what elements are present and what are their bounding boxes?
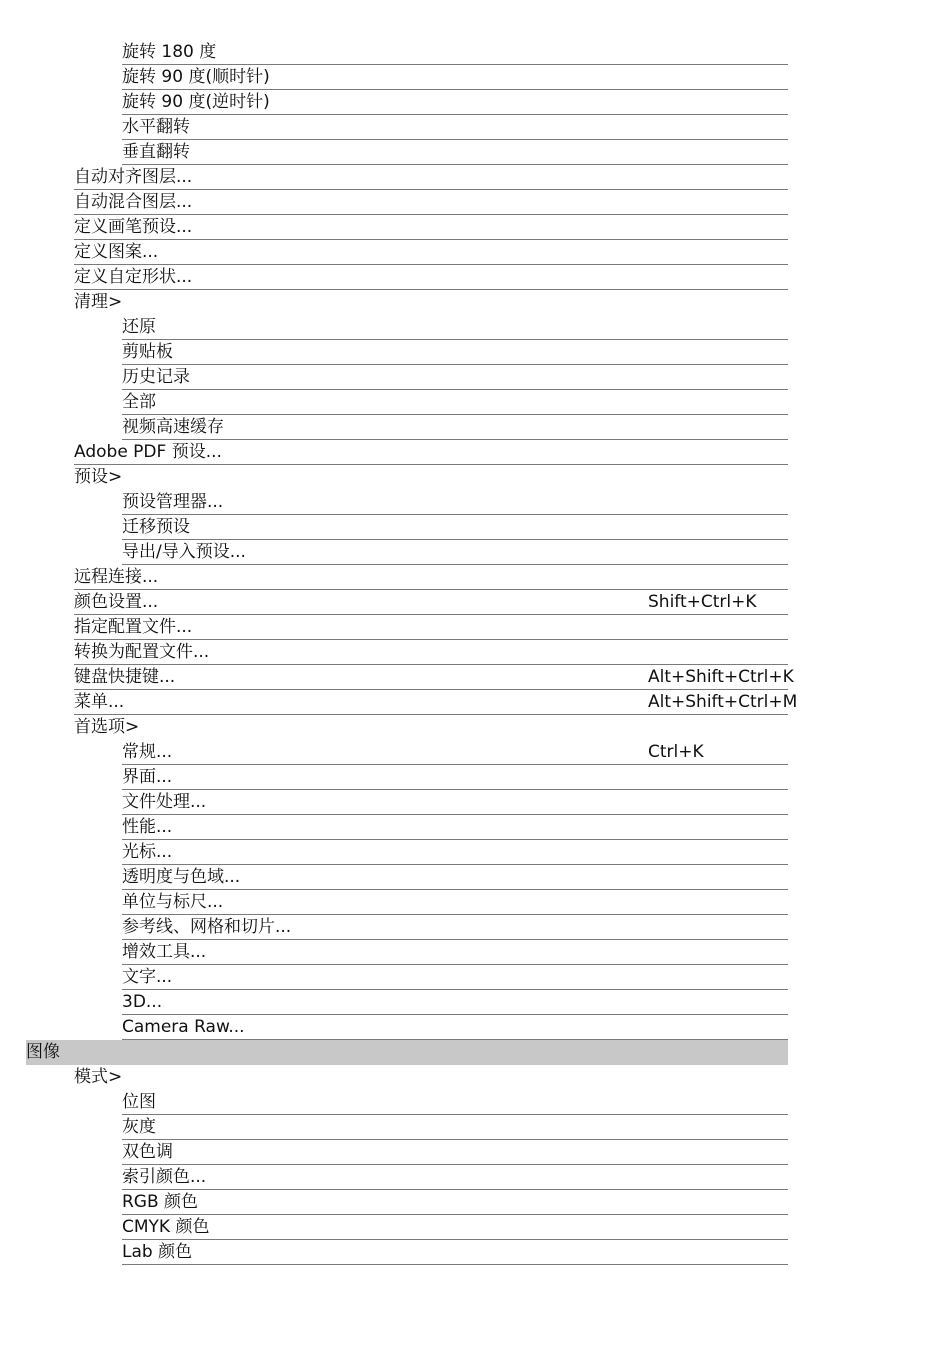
menu-item-row (74, 640, 788, 665)
menu-item-label: 性能... (122, 817, 173, 837)
menu-item-row (74, 565, 788, 590)
menu-item-label: 视频高速缓存 (122, 417, 224, 437)
menu-item-label: 自动混合图层... (74, 192, 193, 212)
keyboard-shortcut: Alt+Shift+Ctrl+M (648, 692, 798, 712)
menu-item-label: 增效工具... (122, 942, 207, 962)
menu-item-label: 全部 (122, 392, 156, 412)
menu-item-label: 远程连接... (74, 567, 159, 587)
menu-item-label: 垂直翻转 (122, 142, 190, 162)
menu-item-row (122, 1190, 788, 1215)
menu-item-label: Adobe PDF 预设... (74, 442, 222, 462)
menu-item-label: 灰度 (122, 1117, 156, 1137)
menu-item-label: 导出/导入预设... (122, 542, 246, 562)
menu-item-row (74, 690, 798, 715)
menu-item-label: 模式> (74, 1067, 123, 1087)
menu-item-label: 索引颜色... (122, 1167, 207, 1187)
menu-item-label: 剪贴板 (122, 342, 173, 362)
keyboard-shortcut: Alt+Shift+Ctrl+K (648, 667, 794, 687)
menu-item-row (122, 1240, 788, 1265)
menu-item-row (122, 990, 788, 1015)
menu-item-row (122, 365, 788, 390)
menu-item-label: Camera Raw... (122, 1017, 245, 1037)
menu-item-row (122, 840, 788, 865)
menu-item-row (122, 940, 788, 965)
menu-item-row (122, 40, 788, 65)
menu-item-label: 光标... (122, 842, 173, 862)
menu-item-label: 旋转 90 度(逆时针) (122, 92, 270, 112)
menu-item-label: 文件处理... (122, 792, 207, 812)
menu-item-label: 清理> (74, 292, 123, 312)
menu-item-label: 还原 (122, 317, 156, 337)
menu-item-row (122, 1215, 788, 1240)
menu-item-row (122, 1115, 788, 1140)
menu-item-row (122, 890, 788, 915)
section-header-label: 图像 (26, 1042, 60, 1062)
menu-item-label: 常规... (122, 742, 173, 762)
menu-item-row (74, 665, 794, 690)
menu-item-row (122, 790, 788, 815)
keyboard-shortcut: Ctrl+K (648, 742, 704, 762)
menu-item-label: 透明度与色域... (122, 867, 241, 887)
menu-item-label: 首选项> (74, 717, 140, 737)
menu-item-row (122, 415, 788, 440)
menu-item-row (74, 590, 788, 615)
menu-reference-table (0, 40, 950, 1265)
menu-item-label: CMYK 颜色 (122, 1217, 210, 1237)
menu-item-label: RGB 颜色 (122, 1192, 199, 1212)
menu-item-row (122, 740, 788, 765)
submenu-group-row (74, 290, 788, 315)
menu-item-row (122, 965, 788, 990)
menu-item-row (122, 765, 788, 790)
menu-item-label: 迁移预设 (122, 517, 190, 537)
menu-item-label: 3D... (122, 992, 163, 1012)
menu-item-label: 双色调 (122, 1142, 173, 1162)
submenu-group-row (74, 715, 788, 740)
submenu-group-row (74, 1065, 788, 1090)
section-header (26, 1040, 788, 1065)
menu-item-row (122, 490, 788, 515)
menu-item-row (122, 115, 788, 140)
menu-item-row (122, 515, 788, 540)
menu-item-label: 界面... (122, 767, 173, 787)
menu-item-row (122, 1140, 788, 1165)
menu-item-row (74, 165, 788, 190)
menu-item-label: 定义画笔预设... (74, 217, 193, 237)
submenu-group-row (74, 465, 788, 490)
menu-item-label: 转换为配置文件... (74, 642, 210, 662)
menu-item-row (122, 140, 788, 165)
menu-item-row (122, 315, 788, 340)
menu-item-label: 自动对齐图层... (74, 167, 193, 187)
menu-item-label: 菜单... (74, 692, 125, 712)
menu-item-label: 文字... (122, 967, 173, 987)
keyboard-shortcut: Shift+Ctrl+K (648, 592, 757, 612)
menu-item-label: 参考线、网格和切片... (122, 917, 292, 937)
menu-item-label: 水平翻转 (122, 117, 190, 137)
menu-item-label: 键盘快捷键... (74, 667, 176, 687)
menu-item-label: 定义图案... (74, 242, 159, 262)
menu-item-row (74, 440, 788, 465)
menu-item-label: 预设> (74, 467, 123, 487)
menu-item-row (122, 90, 788, 115)
menu-item-label: 定义自定形状... (74, 267, 193, 287)
menu-item-row (122, 1165, 788, 1190)
menu-item-row (74, 190, 788, 215)
menu-item-label: 位图 (122, 1092, 156, 1112)
menu-item-label: 单位与标尺... (122, 892, 224, 912)
menu-item-label: 旋转 90 度(顺时针) (122, 67, 270, 87)
menu-item-row (122, 915, 788, 940)
menu-item-label: 旋转 180 度 (122, 42, 217, 62)
menu-item-row (122, 390, 788, 415)
menu-item-row (122, 65, 788, 90)
menu-item-row (122, 815, 788, 840)
menu-item-label: Lab 颜色 (122, 1242, 193, 1262)
menu-item-row (74, 240, 788, 265)
menu-item-label: 指定配置文件... (74, 617, 193, 637)
menu-item-label: 预设管理器... (122, 492, 224, 512)
menu-item-row (74, 615, 788, 640)
menu-item-label: 历史记录 (122, 367, 190, 387)
menu-item-row (122, 1090, 788, 1115)
menu-item-row (122, 340, 788, 365)
menu-item-row (74, 265, 788, 290)
menu-item-label: 颜色设置... (74, 592, 159, 612)
menu-item-row (122, 1015, 788, 1040)
menu-item-row (122, 865, 788, 890)
menu-item-row (74, 215, 788, 240)
menu-item-row (122, 540, 788, 565)
